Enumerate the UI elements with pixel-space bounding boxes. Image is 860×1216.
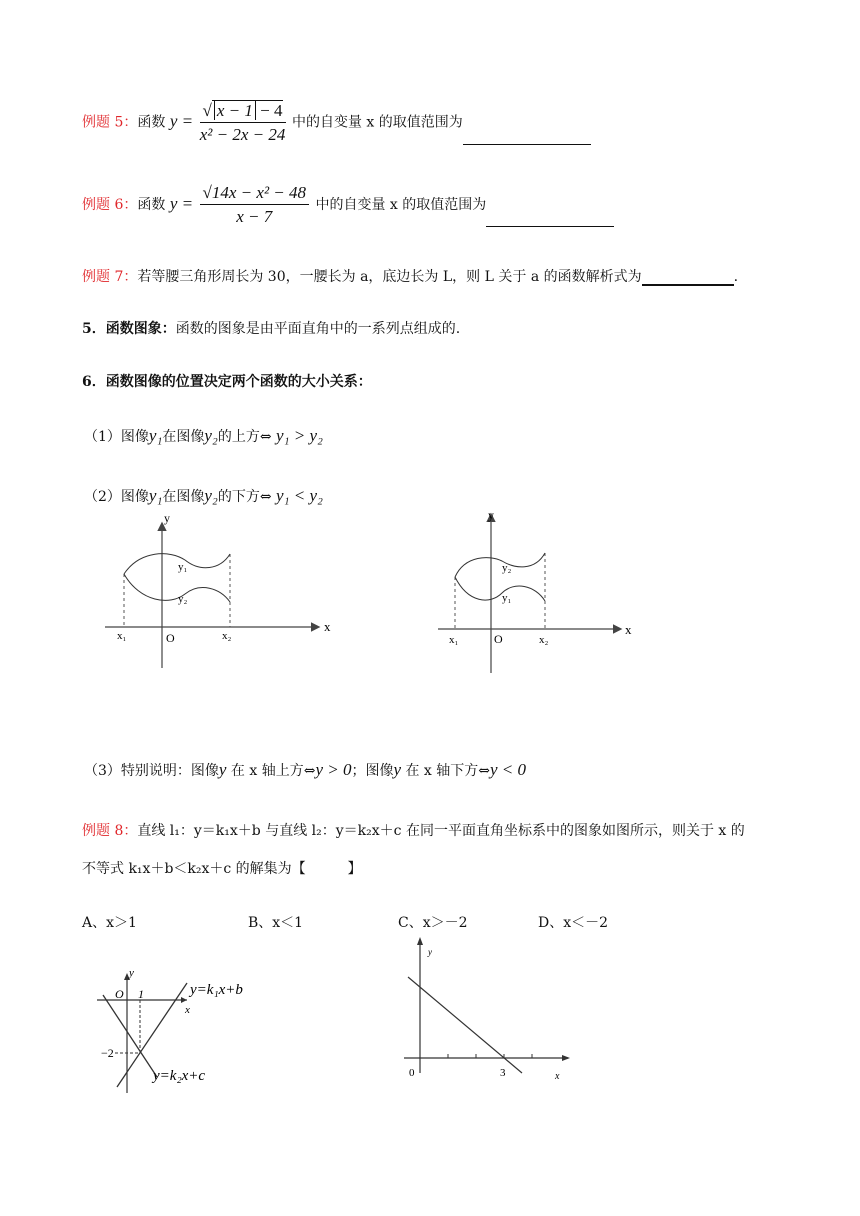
option-a[interactable]: A、x＞1 <box>82 915 137 931</box>
upper-curve-label: y₁ <box>178 561 188 573</box>
origin-label: O <box>115 987 124 1001</box>
item-1-mid: 在图像 <box>162 429 205 445</box>
y-axis-label: y <box>488 508 494 522</box>
item-3-relation-2: y < 0 <box>490 760 527 779</box>
item-3-relation-1: y > 0 <box>315 760 352 779</box>
origin-label: O <box>494 632 503 646</box>
x1-label: x₁ <box>449 634 459 646</box>
example-5 <box>82 100 591 145</box>
item-1-post: 的上方⇔ <box>217 429 272 445</box>
section-5-text: 函数的图象是由平面直角中的一系列点组成的. <box>175 321 461 337</box>
x2-label: x₂ <box>222 630 232 642</box>
x1-label: x₁ <box>117 630 127 642</box>
item-3-mid1: 在 x 轴上方⇔ <box>230 763 316 779</box>
upper-curve <box>455 553 545 577</box>
item-1-y1: y₁ <box>148 426 163 445</box>
graph-example-8 <box>95 965 285 1095</box>
example-5-label: 例题 5： <box>82 114 138 131</box>
item-3-pre: （3）特别说明：图像 <box>84 763 219 779</box>
line-l2 <box>103 995 157 1077</box>
x-axis-label: x <box>625 622 632 637</box>
item-2-y1: y₁ <box>148 486 163 505</box>
example-5-denominator: x² − 2x − 24 <box>199 125 286 144</box>
graph-line <box>400 935 580 1085</box>
upper-curve <box>124 554 230 574</box>
item-2-pre: （2）图像 <box>84 489 149 505</box>
origin-label: O <box>166 631 175 645</box>
lower-curve <box>124 574 230 602</box>
example-6-fraction <box>200 183 309 227</box>
lower-curve-label: y₂ <box>178 593 188 605</box>
upper-curve-label: y₂ <box>502 562 512 574</box>
tick-1-label: 1 <box>138 987 144 1001</box>
example-6-denominator: x − 7 <box>236 207 273 226</box>
lower-curve <box>455 577 545 601</box>
example-8-text-1: 直线 l₁：y＝k₁x＋b 与直线 l₂：y＝k₂x＋c 在同一平面直角坐标系中的图象如图所示，则关于 x 的 <box>137 823 745 839</box>
y-axis-label: y <box>164 511 170 525</box>
example-6-lead: 函数 <box>137 197 166 213</box>
item-1-y2: y₂ <box>204 426 218 445</box>
example-7-text: 若等腰三角形周长为 30，一腰长为 a，底边长为 L，则 L 关于 a 的函数解析式为 <box>137 269 642 285</box>
option-b[interactable]: B、x＜1 <box>248 915 304 931</box>
example-5-numerator: √ x − 1 − 4 <box>200 100 286 123</box>
item-2-post: 的下方⇔ <box>217 489 272 505</box>
option-d[interactable]: D、x＜－2 <box>538 915 609 931</box>
example-6-numerator: √14x − x² − 48 <box>200 183 309 205</box>
example-5-tail: 中的自变量 x 的取值范围为 <box>291 114 463 131</box>
section-5-heading: 5．函数图象： <box>82 321 176 337</box>
section-5 <box>82 318 460 338</box>
example-5-fraction <box>200 100 286 145</box>
graph-left <box>100 510 350 680</box>
lower-curve-label: y₁ <box>502 592 512 604</box>
item-1-relation: y₁ > y₂ <box>276 426 323 445</box>
example-6 <box>82 183 614 227</box>
item-1 <box>84 426 323 446</box>
example-7-end: . <box>733 269 739 285</box>
example-6-lhs: y = <box>169 194 194 213</box>
example-6-label: 例题 6： <box>82 197 138 213</box>
y-axis-label: y <box>129 967 134 979</box>
item-3-mid2: ；图像 <box>351 763 394 779</box>
example-7 <box>82 266 738 286</box>
item-3 <box>84 760 526 780</box>
item-3-y: y <box>218 760 227 779</box>
item-2 <box>84 486 323 506</box>
line-l2-label: y=k₂x+c <box>153 1068 206 1084</box>
item-3-mid3: 在 x 轴下方⇔ <box>405 763 491 779</box>
x-intercept-label: 3 <box>500 1067 506 1079</box>
example-8-line-2: 不等式 k₁x＋b＜k₂x＋c 的解集为【 】 <box>82 861 362 877</box>
item-2-relation: y₁ < y₂ <box>276 486 323 505</box>
example-6-tail: 中的自变量 x 的取值范围为 <box>315 197 487 213</box>
item-3-y2: y <box>393 760 402 779</box>
y-axis-label: y <box>428 947 432 957</box>
tick-neg2-label: −2 <box>101 1046 114 1060</box>
x-axis-label: x <box>324 619 331 634</box>
x2-label: x₂ <box>539 634 549 646</box>
origin-label: 0 <box>409 1067 415 1079</box>
item-2-y2: y₂ <box>204 486 218 505</box>
x-axis-label: x <box>185 1004 190 1016</box>
option-c[interactable]: C、x＞－2 <box>398 915 468 931</box>
example-7-answer-blank[interactable] <box>642 268 734 286</box>
item-2-mid: 在图像 <box>162 489 205 505</box>
section-6-heading: 6．函数图像的位置决定两个函数的大小关系： <box>82 374 372 390</box>
example-6-answer-blank[interactable] <box>486 210 614 227</box>
example-8-line-1 <box>82 820 745 840</box>
example-5-answer-blank[interactable] <box>463 128 591 145</box>
example-5-lead: 函数 <box>137 114 166 131</box>
graph-right <box>430 505 650 680</box>
item-1-pre: （1）图像 <box>84 429 149 445</box>
line-l1-label: y=k₁x+b <box>190 982 243 998</box>
example-8-label: 例题 8： <box>82 823 138 839</box>
x-axis-label: x <box>555 1071 560 1082</box>
example-7-label: 例题 7： <box>82 269 138 285</box>
example-5-lhs: y = <box>169 111 194 131</box>
